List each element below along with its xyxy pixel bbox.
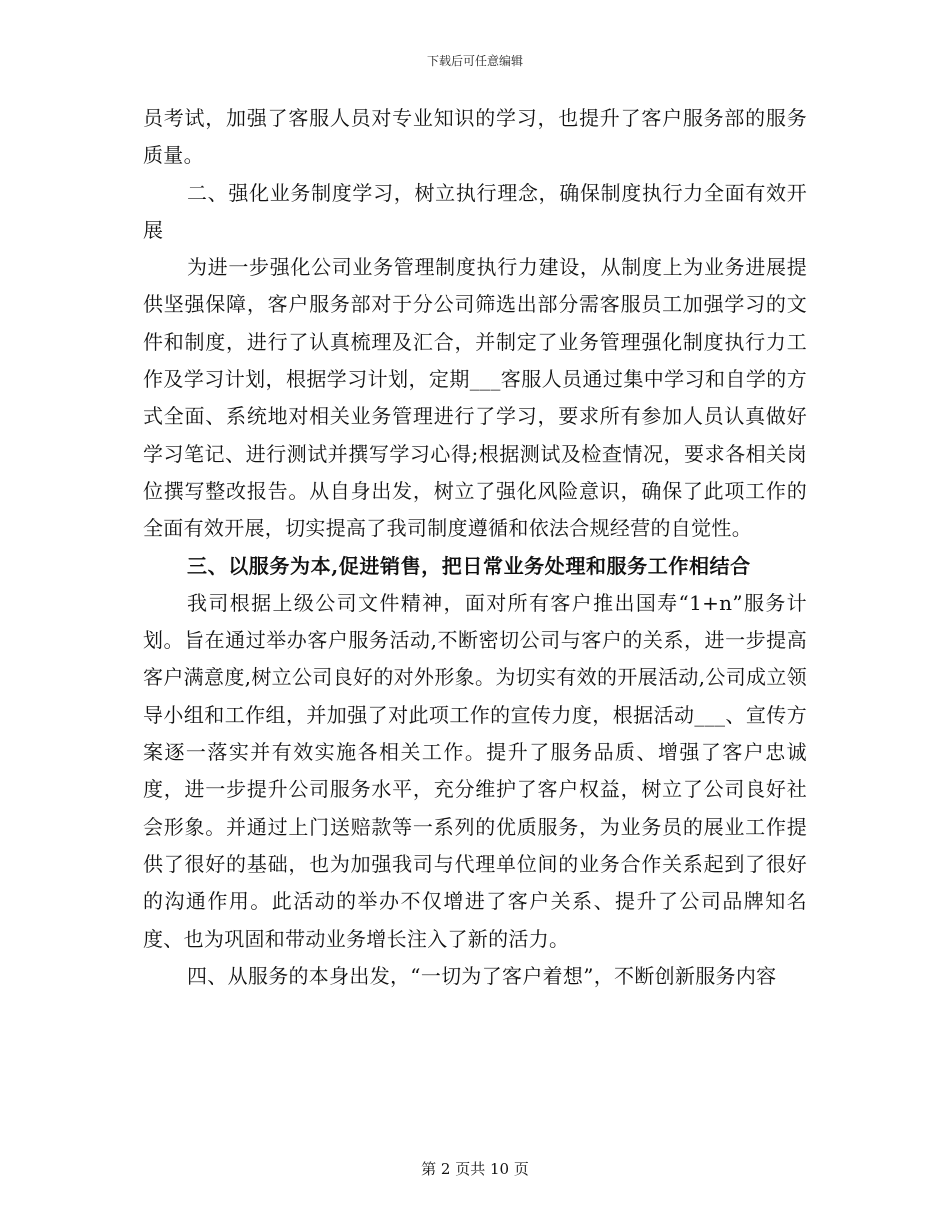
page-number-footer: 第 2 页共 10 页: [421, 1160, 529, 1178]
section-heading-3: 三、以服务为本,促进销售，把日常业务处理和服务工作相结合: [187, 553, 751, 578]
paragraph-section-2: 为进一步强化公司业务管理制度执行力建设，从制度上为业务进展提供坚强保障，客户服务部对于分公司筛选出部分需客服员工加强学习的文件和制度，进行了认真梳理及汇合，并制定了业务管理强化制度执行力工作及学习计划，根据学习计划，定期___客服人员通过集中学习和自学的方式全面、系统地对相关业务管理进行了学习，要求所有参加人员认真做好学习笔记、进行测试并撰写学习心得;根据测试及检查情况，要求各相关岗位撰写整改报告。从自身出发，树立了强化风险意识，确保了此项工作的全面有效开展，切实提高了我司制度遵循和依法合规经营的自觉性。: [143, 255, 807, 541]
section-heading-4: 四、从服务的本身出发，“一切为了客户着想”，不断创新服务内容: [187, 963, 777, 988]
section-heading-2: 二、强化业务制度学习，树立执行理念，确保制度执行力全面有效开展: [143, 180, 807, 242]
paragraph-section-3: 我司根据上级公司文件精神，面对所有客户推出国寿“1+n”服务计划。旨在通过举办客户服务活动,不断密切公司与客户的关系，进一步提高客户满意度,树立公司良好的对外形象。为切实有效的开展活动,公司成立领导小组和工作组，并加强了对此项工作的宣传力度，根据活动___、宣传方案逐一落实并有效实施各相关工作。提升了服务品质、增强了客户忠诚度，进一步提升公司服务水平，充分维护了客户权益，树立了公司良好社会形象。并通过上门送赔款等一系列的优质服务，为业务员的展业工作提供了很好的基础，也为加强我司与代理单位间的业务合作关系起到了很好的沟通作用。此活动的举办不仅增进了客户关系、提升了公司品牌知名度、也为巩固和带动业务增长注入了新的活力。: [143, 590, 807, 951]
document-body: [143, 100, 807, 995]
paragraph-continuation: 员考试，加强了客服人员对专业知识的学习，也提升了客户服务部的服务质量。: [143, 106, 807, 168]
page-header-note: 下载后可任意编辑: [426, 54, 523, 68]
